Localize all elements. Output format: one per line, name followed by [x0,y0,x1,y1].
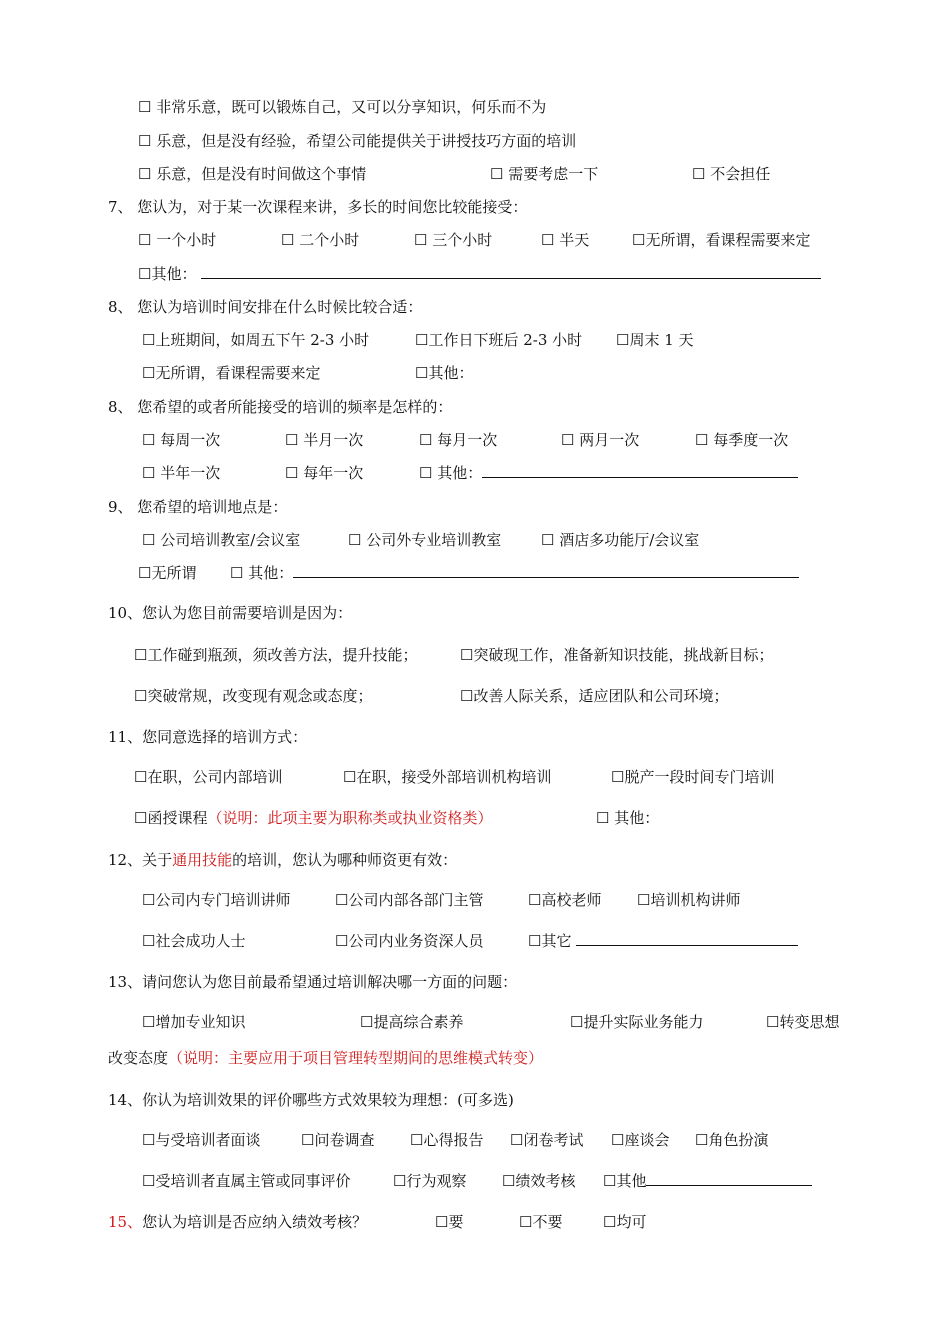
checkbox[interactable]: ☐ [142,1131,156,1149]
checkbox[interactable]: ☐ [142,464,156,482]
q14-option-2[interactable]: ☐问卷调查 [301,1131,375,1149]
q8a-option-4[interactable]: ☐无所谓，看课程需要来定 [142,364,321,382]
checkbox[interactable]: ☐ [692,165,706,183]
q9-option-2[interactable]: ☐ 公司外专业培训教室 [348,531,502,549]
checkbox[interactable]: ☐ [766,1013,780,1031]
q11-option-1[interactable]: ☐在职，公司内部培训 [134,768,283,786]
q12-option-5[interactable]: ☐社会成功人士 [142,932,246,950]
checkbox[interactable]: ☐ [343,768,357,786]
q12-option-6[interactable]: ☐公司内业务资深人员 [335,932,484,950]
checkbox[interactable]: ☐ [134,687,148,705]
checkbox[interactable]: ☐ [637,891,651,909]
checkbox[interactable]: ☐ [541,531,555,549]
checkbox[interactable]: ☐ [138,98,152,116]
checkbox[interactable]: ☐ [142,891,156,909]
q13-option-3[interactable]: ☐提升实际业务能力 [570,1013,704,1031]
checkbox[interactable]: ☐ [632,231,646,249]
q13-note: （说明：主要应用于项目管理转型期间的思维模式转变） [168,1049,544,1067]
checkbox[interactable]: ☐ [142,1013,156,1031]
q11-title: 11、您同意选择的培训方式： [108,728,308,746]
q15-option-2[interactable]: ☐不要 [519,1213,563,1231]
q7-other-blank[interactable] [201,264,821,279]
q12-other-blank[interactable] [576,931,798,946]
q6-option-2[interactable]: ☐ 乐意，但是没有经验，希望公司能提供关于讲授技巧方面的培训 [138,132,577,150]
checkbox[interactable]: ☐ [138,132,152,150]
q8a-option-3[interactable]: ☐周末 1 天 [616,331,694,349]
checkbox[interactable]: ☐ [611,1131,625,1149]
q7-option-5[interactable]: ☐无所谓，看课程需要来定 [632,231,811,249]
q7-option-3[interactable]: ☐ 三个小时 [414,231,493,249]
checkbox[interactable]: ☐ [410,1131,424,1149]
q7-option-1[interactable]: ☐ 一个小时 [138,231,217,249]
q8b-option-2[interactable]: ☐ 半月一次 [285,431,364,449]
q10-option-4[interactable]: ☐改善人际关系，适应团队和公司环境； [460,687,729,705]
q9-option-3[interactable]: ☐ 酒店多功能厅/会议室 [541,531,700,549]
q8b-option-3[interactable]: ☐ 每月一次 [419,431,498,449]
checkbox[interactable]: ☐ [335,932,349,950]
q13-option-1[interactable]: ☐增加专业知识 [142,1013,246,1031]
q12-option-3[interactable]: ☐高校老师 [528,891,602,909]
q8b-title: 8、 您希望的或者所能接受的培训的频率是怎样的： [108,398,453,416]
q11-option-4[interactable]: ☐函授课程（说明：此项主要为职称类或执业资格类） [134,809,493,827]
q13-option-4-cont: 改变态度（说明：主要应用于项目管理转型期间的思维模式转变） [108,1049,544,1067]
checkbox[interactable]: ☐ [695,431,709,449]
q6-option-3[interactable]: ☐ 乐意，但是没有时间做这个事情 [138,165,367,183]
checkbox[interactable]: ☐ [335,891,349,909]
q8a-other[interactable]: ☐其他： [415,364,474,382]
checkbox[interactable]: ☐ [138,564,152,582]
checkbox[interactable]: ☐ [134,768,148,786]
q14-option-1[interactable]: ☐与受培训者面谈 [142,1131,261,1149]
checkbox[interactable]: ☐ [596,809,610,827]
checkbox[interactable]: ☐ [502,1172,516,1190]
q8b-option-4[interactable]: ☐ 两月一次 [561,431,640,449]
q6-option-5[interactable]: ☐ 不会担任 [692,165,771,183]
checkbox[interactable]: ☐ [360,1013,374,1031]
q11-option-2[interactable]: ☐在职，接受外部培训机构培训 [343,768,552,786]
checkbox[interactable]: ☐ [142,431,156,449]
checkbox[interactable]: ☐ [510,1131,524,1149]
checkbox[interactable]: ☐ [414,231,428,249]
checkbox[interactable]: ☐ [603,1172,617,1190]
checkbox[interactable]: ☐ [138,231,152,249]
q15-option-3[interactable]: ☐均可 [603,1213,647,1231]
checkbox[interactable]: ☐ [415,331,429,349]
q7-option-2[interactable]: ☐ 二个小时 [281,231,360,249]
q10-option-3[interactable]: ☐突破常规，改变现有观念或态度； [134,687,373,705]
q9-other-blank[interactable] [293,563,799,578]
checkbox[interactable]: ☐ [230,564,244,582]
q15-option-1[interactable]: ☐要 [435,1213,464,1231]
q12-title-highlight: 通用技能 [172,851,233,869]
q12-option-4[interactable]: ☐培训机构讲师 [637,891,741,909]
q8b-option-6[interactable]: ☐ 半年一次 [142,464,221,482]
q14-option-3[interactable]: ☐心得报告 [410,1131,484,1149]
checkbox[interactable]: ☐ [603,1213,617,1231]
checkbox[interactable]: ☐ [134,646,148,664]
q7-other[interactable]: ☐其他： [138,264,821,284]
q8a-option-2[interactable]: ☐工作日下班后 2-3 小时 [415,331,583,349]
checkbox[interactable]: ☐ [142,364,156,382]
q14-option-4[interactable]: ☐闭卷考试 [510,1131,584,1149]
checkbox[interactable]: ☐ [528,891,542,909]
q8b-other-blank[interactable] [482,463,798,478]
q15-title: 15、您认为培训是否应纳入绩效考核？ [108,1213,368,1231]
q8a-option-1[interactable]: ☐上班期间，如周五下午 2-3 小时 [142,331,370,349]
q9-option-1[interactable]: ☐ 公司培训教室/会议室 [142,531,301,549]
checkbox[interactable]: ☐ [528,932,542,950]
q8b-option-1[interactable]: ☐ 每周一次 [142,431,221,449]
q13-option-2[interactable]: ☐提高综合素养 [360,1013,464,1031]
checkbox[interactable]: ☐ [460,646,474,664]
checkbox[interactable]: ☐ [460,687,474,705]
q11-option-3[interactable]: ☐脱产一段时间专门培训 [611,768,775,786]
checkbox[interactable]: ☐ [435,1213,449,1231]
checkbox[interactable]: ☐ [695,1131,709,1149]
checkbox[interactable]: ☐ [142,331,156,349]
q14-option-7[interactable]: ☐受培训者直属主管或同事评价 [142,1172,351,1190]
q10-option-2[interactable]: ☐突破现工作，准备新知识技能，挑战新目标； [460,646,774,664]
checkbox[interactable]: ☐ [138,265,152,283]
checkbox[interactable]: ☐ [393,1172,407,1190]
checkbox[interactable]: ☐ [281,231,295,249]
q7-title: 7、 您认为，对于某一次课程来讲，多长的时间您比较能接受： [108,198,528,216]
q9-other[interactable]: ☐ 其他： [230,563,799,583]
q9-title: 9、 您希望的培训地点是： [108,498,288,516]
checkbox[interactable]: ☐ [301,1131,315,1149]
q12-title: 12、关于通用技能的培训，您认为哪种师资更有效： [108,851,458,869]
q14-title: 14、你认为培训效果的评价哪些方式效果较为理想：(可多选) [108,1091,514,1109]
q9-option-4[interactable]: ☐无所谓 [138,564,197,582]
q6-option-4[interactable]: ☐ 需要考虑一下 [490,165,599,183]
q12-option-7[interactable]: ☐其它 [528,931,798,951]
q10-option-1[interactable]: ☐工作碰到瓶颈，须改善方法，提升技能； [134,646,418,664]
checkbox[interactable]: ☐ [134,809,148,827]
q14-other[interactable]: ☐其他 [603,1171,812,1191]
checkbox[interactable]: ☐ [285,431,299,449]
checkbox[interactable]: ☐ [541,231,555,249]
q14-option-6[interactable]: ☐角色扮演 [695,1131,769,1149]
checkbox[interactable]: ☐ [415,364,429,382]
q15-number: 15、 [108,1213,143,1231]
checkbox[interactable]: ☐ [419,431,433,449]
q14-other-blank[interactable] [646,1171,812,1186]
q7-option-4[interactable]: ☐ 半天 [541,231,590,249]
q11-other[interactable]: ☐ 其他： [596,809,660,827]
checkbox[interactable]: ☐ [142,531,156,549]
checkbox[interactable]: ☐ [570,1013,584,1031]
checkbox[interactable]: ☐ [616,331,630,349]
checkbox[interactable]: ☐ [419,464,433,482]
q8b-option-5[interactable]: ☐ 每季度一次 [695,431,789,449]
checkbox[interactable]: ☐ [561,431,575,449]
q10-title: 10、您认为您目前需要培训是因为： [108,604,353,622]
q14-option-5[interactable]: ☐座谈会 [611,1131,670,1149]
q13-title: 13、请问您认为您目前最希望通过培训解决哪一方面的问题： [108,973,518,991]
checkbox[interactable]: ☐ [138,165,152,183]
q12-option-1[interactable]: ☐公司内专门培训讲师 [142,891,291,909]
q6-option-1[interactable]: ☐ 非常乐意，既可以锻炼自己，又可以分享知识，何乐而不为 [138,98,547,116]
checkbox[interactable]: ☐ [611,768,625,786]
checkbox[interactable]: ☐ [519,1213,533,1231]
checkbox[interactable]: ☐ [142,932,156,950]
checkbox[interactable]: ☐ [490,165,504,183]
checkbox[interactable]: ☐ [142,1172,156,1190]
q14-option-8[interactable]: ☐行为观察 [393,1172,467,1190]
checkbox[interactable]: ☐ [348,531,362,549]
checkbox[interactable]: ☐ [285,464,299,482]
q8a-title: 8、 您认为培训时间安排在什么时候比较合适： [108,298,423,316]
q8b-other[interactable]: ☐ 其他： [419,463,798,483]
q12-option-2[interactable]: ☐公司内部各部门主管 [335,891,484,909]
q14-option-9[interactable]: ☐绩效考核 [502,1172,576,1190]
q13-option-4[interactable]: ☐转变思想 [766,1013,840,1031]
q11-option-4-note: （说明：此项主要为职称类或执业资格类） [207,809,493,827]
q8b-option-7[interactable]: ☐ 每年一次 [285,464,364,482]
